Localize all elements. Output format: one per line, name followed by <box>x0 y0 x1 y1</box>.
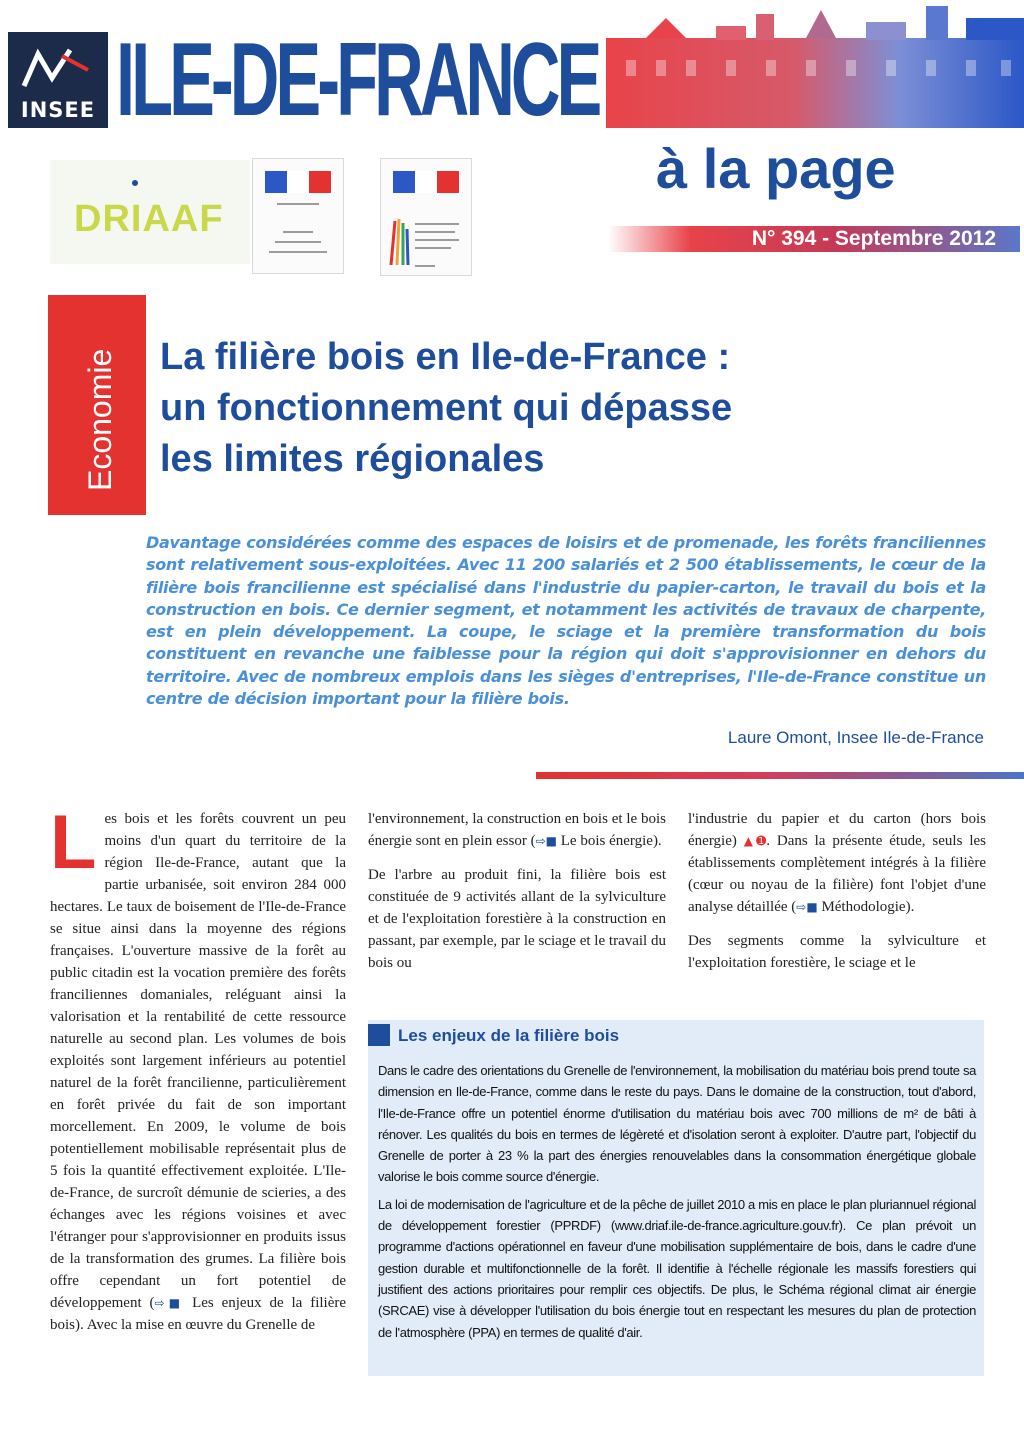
body-text: . Dans la présente étude, seuls les établissements complètement intégrés à la filière (cœur ou noyau de la filière) font l'objet d'une analyse détaillée ( <box>688 833 986 915</box>
insee-mark-icon <box>18 40 98 92</box>
body-text: l'industrie du papier et du carton (hors bois énergie) <box>688 811 986 849</box>
article-intro: Davantage considérées comme des espaces de loisirs et de promenade, les forêts franciliennes sont relativement sous-exploitées. Avec 11 200 salariés et 2 500 établissements, le cœur de la filière bois francilienne est spécialisé dans l'industrie du papier-carton, le travail du bois et la construction en bois. Ce dernier segment, et notamment les activités de travaux de charpente, est en plein développement. La coupe, le sciage et la première transformation du bois constituent en revanche une faiblesse pour la région qui doit s'approvisionner en dehors du territoire. Avec de nombreux emplois dans les sièges d'entreprises, l'Ile-de-France constitue un centre de décision important pour la filière bois. <box>146 533 986 709</box>
body-text: Avec la mise en œuvre du Grenelle de <box>86 1317 316 1333</box>
series-title: à la page <box>656 137 896 200</box>
article-title-line: un fonctionnement qui dépasse <box>160 387 733 429</box>
article-title <box>160 332 920 485</box>
cross-reference-link[interactable]: Le bois énergie). <box>560 833 662 849</box>
insee-logo <box>8 32 108 128</box>
insee-logo-text: INSEE <box>20 98 96 122</box>
box-paragraph: La loi de modernisation de l'agriculture et de la pêche de juillet 2010 a mis en place le plan pluriannuel régional de développement forestier (PPRDF) (www.driaf.ile-de-france.agriculture.gouv.fr). Ce plan prévoit un programme d'actions opérationnel en faveur d'une mobilisation supplémentaire de bois, dans le cadre d'une gestion durable et multifonctionnelle de la forêt. Il identifie à l'échelle régionale les massifs forestiers qui justifient des actions prioritaires pour remplir ces objectifs. De plus, le Schéma régional climat air énergie (SRCAE) vise à développer l'utilisation du bois énergie tout en respectant les mesures du plan de protection de l'atmosphère (PPA) en termes de qualité d'air. <box>378 1196 976 1340</box>
body-column-1 <box>50 800 347 1336</box>
arrow-ref-icon: ⇨■ <box>154 1296 185 1310</box>
republic-flag-icon <box>265 171 331 193</box>
issue-number: N° 394 - Septembre 2012 <box>751 227 996 250</box>
prefecture-logo <box>252 158 344 274</box>
region-title: ILE-DE-FRANCE <box>116 22 599 138</box>
body-text: De l'arbre au produit fini, la filière bois est constituée de 9 activités allant de la sylviculture et de l'exploitation forestière à la construction en passant, par exemple, par le sciage et le travail du bois ou <box>368 867 666 971</box>
box-marker-icon <box>368 1024 390 1046</box>
cross-reference-link[interactable]: Méthodologie). <box>821 899 915 915</box>
body-text: l'environnement, la construction en bois et le bois énergie sont en plein essor ( <box>368 811 666 849</box>
gradient-rule <box>536 772 1024 779</box>
section-label: Economie <box>82 348 118 491</box>
driaaf-logo <box>50 160 250 264</box>
sidebar-box <box>368 1020 984 1376</box>
arrow-ref-icon: ⇨■ <box>535 834 557 848</box>
body-text: es bois et les forêts couvrent un peu moins d'un quart du territoire de la région Ile-de-France, autant que la partie urbanisée, soit environ 284 000 hectares. Le taux de boisement de l'Ile-de-France se situe ainsi dans la moyenne des régions françaises. L'ouverture massive de la forêt au public citadin est la vocation première des forêts franciliennes domaniales, reléguant ainsi la valorisation et la rentabilité de cette ressource naturelle au second plan. Les volumes de bois exploités sont largement inférieurs au potentiel naturel de la forêt francilienne, particulièrement en forêt privée du fait de son important morcellement. En 2009, le volume de bois potentiellement mobilisable représentait plus de 5 fois la quantité effectivement exploitée. L'Ile-de-France, de surcroît démunie de scieries, a des échanges avec les régions voisines et avec l'étranger pour s'approvisionner en produits issus de la transformation des grumes. La filière bois offre cependant un fort potentiel de développement ( <box>50 811 346 1311</box>
driaaf-dot-icon <box>132 180 138 186</box>
cross-reference-link[interactable]: Les enjeux de la filière bois). <box>50 1295 347 1333</box>
skyline-banner-image <box>606 0 1024 128</box>
box-title: Les enjeux de la filière bois <box>398 1026 620 1045</box>
article-title-line: La filière bois en Ile-de-France : <box>160 336 731 378</box>
chart-ref-icon[interactable]: ▲➊ <box>743 834 767 848</box>
body-text: Des segments comme la sylviculture et l'exploitation forestière, le sciage et le <box>688 933 986 971</box>
section-band <box>48 295 146 515</box>
republic-flag-icon <box>393 171 459 193</box>
article-author: Laure Omont, Insee Ile-de-France <box>727 728 984 747</box>
arrow-ref-icon: ⇨■ <box>796 900 818 914</box>
body-column-2 <box>368 808 666 986</box>
box-body <box>378 1060 976 1349</box>
drieat-logo <box>380 158 472 276</box>
article-title-line: les limites régionales <box>160 438 545 480</box>
driaaf-logo-text: DRIAAF <box>74 198 224 240</box>
box-paragraph: Dans le cadre des orientations du Grenelle de l'environnement, la mobilisation du matériau bois prend toute sa dimension en Ile-de-France, comme dans le reste du pays. Dans le domaine de la construction, tout d'abord, l'Ile-de-France offre un potentiel énorme d'utilisation du matériau bois avec 700 millions de m² de bâti à rénover. Les qualités du bois en termes de légèreté et d'isolation seront à exploiter. D'autre part, l'objectif du Grenelle de porter à 23 % la part des énergies renouvelables dans la consommation énergétique globale valorise le bois comme source d'énergie. <box>378 1063 976 1185</box>
body-column-3 <box>688 808 986 986</box>
drieat-stripes-icon <box>387 215 411 265</box>
drop-cap: L <box>50 800 97 885</box>
